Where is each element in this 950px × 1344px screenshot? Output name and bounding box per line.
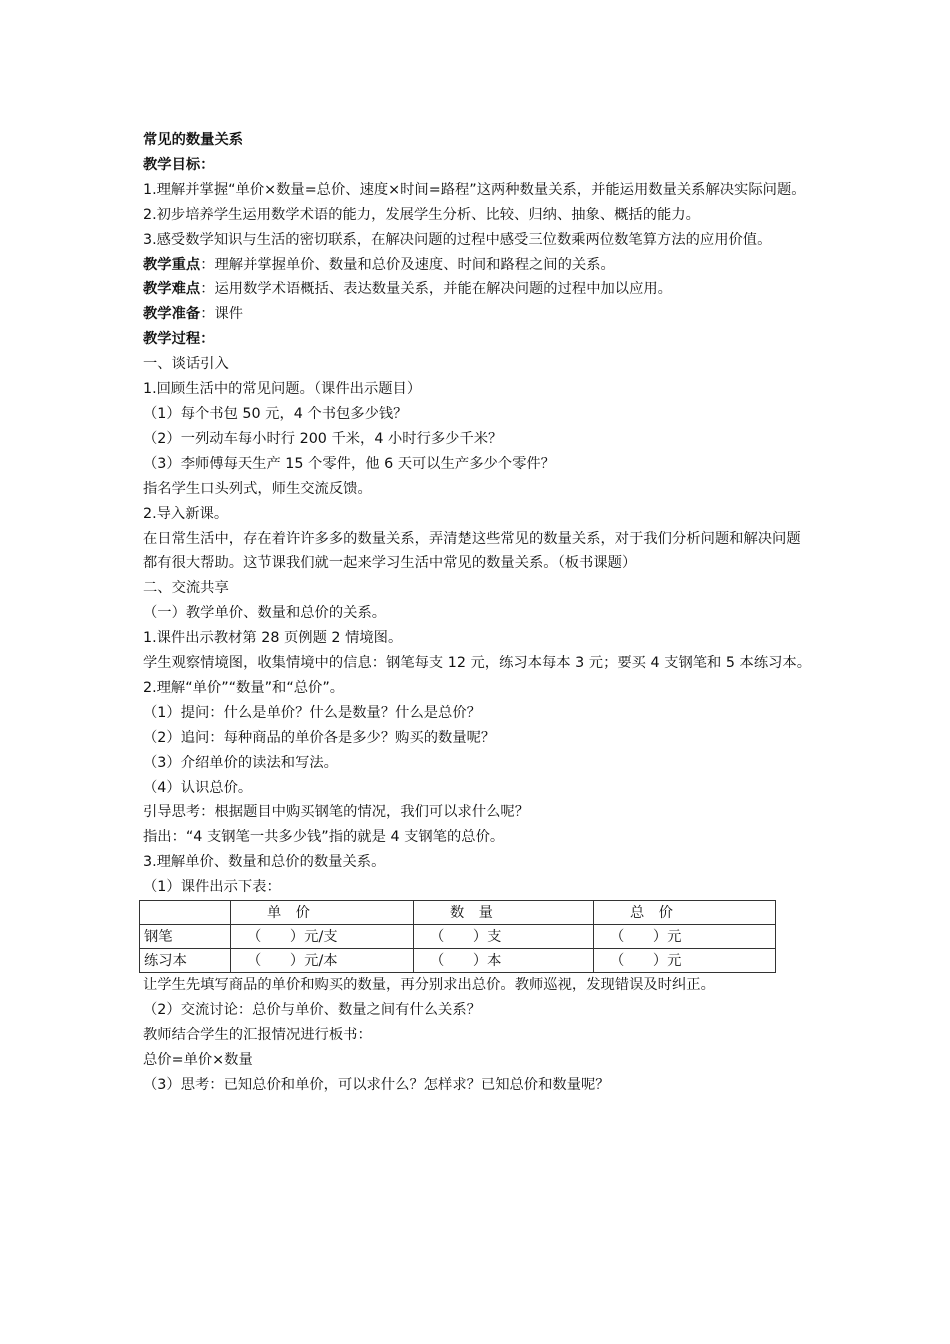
table-cell: （ ）支	[414, 925, 594, 949]
body-line: （1）每个书包 50 元，4 个书包多少钱？	[143, 405, 408, 422]
table-cell: （ ）本	[414, 949, 594, 973]
body-line: 3.理解单价、数量和总价的数量关系。	[143, 854, 386, 871]
difficulty-line	[143, 277, 811, 302]
body-line: 二、交流共享	[143, 580, 229, 597]
table-row	[140, 949, 776, 973]
body-line: （1）提问：什么是单价？什么是数量？什么是总价？	[143, 704, 481, 721]
body-line: 2.导入新课。	[143, 505, 229, 522]
key-point-label: 教学重点	[143, 256, 201, 273]
table-header-cell	[140, 901, 231, 925]
key-point-line	[143, 253, 811, 278]
body-line: 教师结合学生的汇报情况进行板书：	[143, 1026, 372, 1043]
body-line: 学生观察情境图，收集情境中的信息：钢笔每支 12 元，练习本每本 3 元；要买 4 支钢笔和 5 本练习本。	[143, 655, 812, 672]
body-line: （2）交流讨论：总价与单价、数量之间有什么关系？	[143, 1002, 481, 1018]
table-cell: （ ）元	[594, 925, 776, 949]
body-line: 指出：“4 支钢笔一共多少钱”指的就是 4 支钢笔的总价。	[143, 829, 505, 846]
body-line: 在日常生活中，存在着许许多多的数量关系，弄清楚这些常见的数量关系，对于我们分析问题和解决问题都有很大帮助。这节课我们就一起来学习生活中常见的数量关系。（板书课题）	[143, 530, 801, 572]
body-line: （一）教学单价、数量和总价的关系。	[143, 605, 387, 622]
table-row	[140, 925, 776, 949]
objective-item: 2.初步培养学生运用数学术语的能力，发展学生分析、比较、归纳、抽象、概括的能力。	[143, 206, 700, 223]
difficulty-text: ：运用数学术语概括、表达数量关系，并能在解决问题的过程中加以应用。	[200, 281, 672, 298]
body-line: 指名学生口头列式，师生交流反馈。	[143, 480, 372, 497]
body-line: 一、谈话引入	[143, 356, 229, 373]
body-line: （3）思考：已知总价和单价，可以求什么？怎样求？已知总价和数量呢？	[143, 1076, 610, 1093]
body-line: 2.理解“单价”“数量”和“总价”。	[143, 679, 345, 696]
table-header-row	[140, 901, 776, 925]
table-cell: （ ）元/支	[231, 925, 414, 949]
table-cell: （ ）元/本	[231, 949, 414, 973]
price-table	[139, 900, 776, 973]
key-point-text: ：理解并掌握单价、数量和总价及速度、时间和路程之间的关系。	[200, 256, 615, 273]
body-line: 引导思考：根据题目中购买钢笔的情况，我们可以求什么呢？	[143, 804, 530, 821]
body-line: （3）介绍单价的读法和写法。	[143, 754, 338, 771]
objectives-heading: 教学目标：	[143, 156, 215, 173]
table-cell: （ ）元	[594, 949, 776, 973]
body-line: （4）认识总价。	[143, 779, 253, 796]
body-line: 1.课件出示教材第 28 页例题 2 情境图。	[143, 630, 403, 647]
body-line: （2）追问：每种商品的单价各是多少？购买的数量呢？	[143, 729, 496, 746]
objective-item: 1.理解并掌握“单价×数量=总价、速度×时间=路程”这两种数量关系，并能运用数量关系解决实际问题。	[143, 181, 806, 198]
table-header-cell: 数 量	[414, 901, 594, 925]
body-line: 总价=单价×数量	[143, 1051, 253, 1068]
body-line: （3）李师傅每天生产 15 个零件，他 6 天可以生产多少个零件？	[143, 455, 555, 472]
document-title: 常见的数量关系	[143, 132, 244, 148]
body-line: （1）课件出示下表：	[143, 879, 281, 896]
preparation-text: ：课件	[200, 306, 244, 323]
objective-item: 3.感受数学知识与生活的密切联系，在解决问题的过程中感受三位数乘两位数笔算方法的应用价值。	[143, 231, 772, 248]
body-line: （2）一列动车每小时行 200 千米，4 小时行多少千米？	[143, 430, 503, 447]
difficulty-label: 教学难点	[143, 281, 201, 298]
body-line: 让学生先填写商品的单价和购买的数量，再分别求出总价。教师巡视，发现错误及时纠正。	[143, 977, 715, 994]
table-header-cell: 单 价	[231, 901, 414, 925]
table-header-cell: 总 价	[594, 901, 776, 925]
body-line: 1.回顾生活中的常见问题。（课件出示题目）	[143, 381, 422, 398]
preparation-label: 教学准备	[143, 306, 201, 323]
preparation-line	[143, 302, 811, 327]
lesson-plan-body	[143, 128, 811, 1098]
table-cell: 练习本	[140, 949, 231, 973]
table-cell: 钢笔	[140, 925, 231, 949]
process-heading: 教学过程：	[143, 331, 215, 348]
